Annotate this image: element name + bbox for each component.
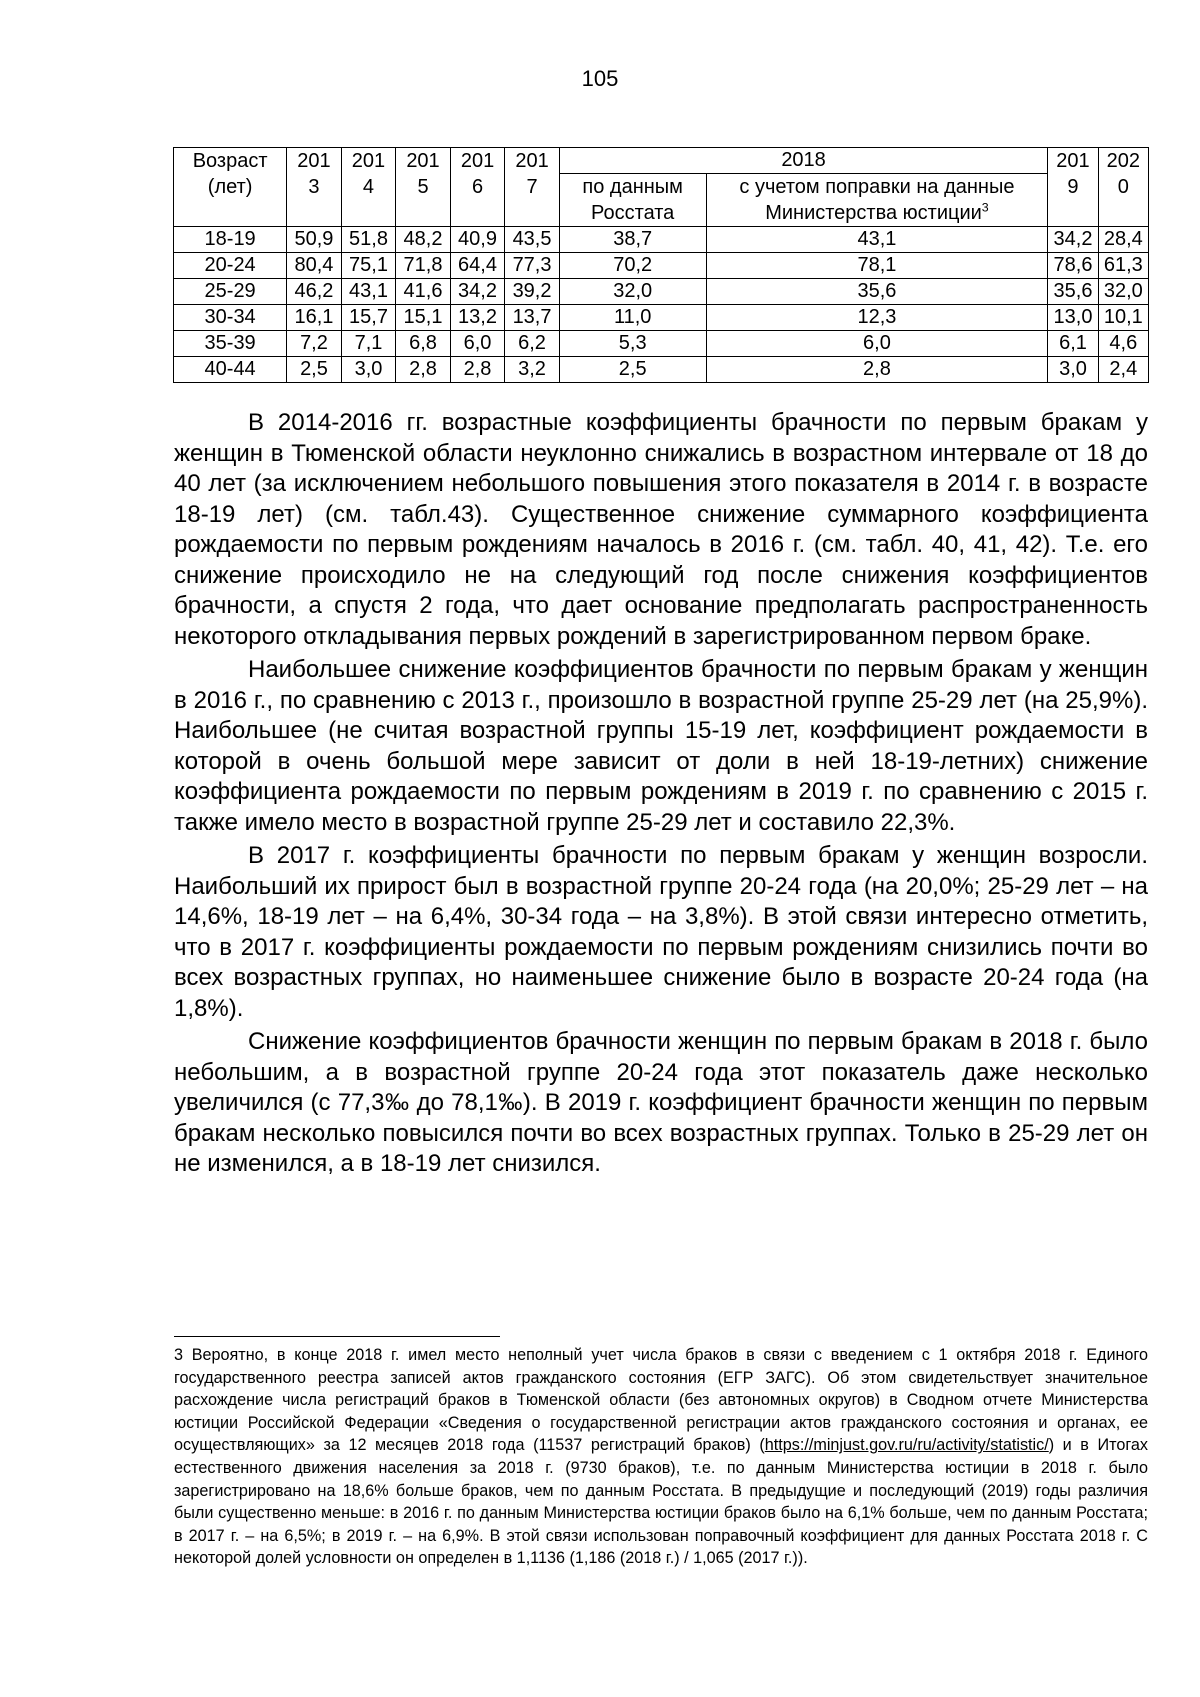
page-number: 105	[581, 66, 619, 91]
value-cell: 7,1	[341, 331, 396, 357]
age-group-cell: 35-39	[174, 331, 287, 357]
value-cell: 6,0	[706, 331, 1048, 357]
value-cell: 13,0	[1048, 305, 1098, 331]
paragraph: В 2014-2016 гг. возрастные коэффициенты брачности по первым бракам у женщин в Тюменской области неуклонно снижались в возрастном интервале от 18 до 40 лет (за исключением небольшого повышения этого показателя в 2014 г. в возрасте 18-19 лет) (см. табл.43). Существенное снижение суммарного коэффициента рождаемости по первым рождениям началось в 2016 г. (см. табл. 40, 41, 42). Т.е. его снижение происходило не на следующий год после снижения коэффициентов брачности, а спустя 2 года, что дает основание предполагать распространенность некоторого откладывания первых рождений в зарегистрированном первом браке.	[174, 409, 1148, 650]
value-cell: 46,2	[287, 279, 342, 305]
age-group-cell: 20-24	[174, 253, 287, 279]
value-cell: 35,6	[706, 279, 1048, 305]
value-cell: 77,3	[505, 253, 560, 279]
age-group-cell: 40-44	[174, 357, 287, 383]
table-row	[174, 279, 1149, 305]
value-cell: 15,1	[396, 305, 451, 331]
header-year: 201 6	[450, 148, 505, 227]
header-year: 201 7	[505, 148, 560, 227]
header-2018-adjusted-text: с учетом поправки на данные Министерства юстиции	[739, 176, 1015, 224]
value-cell: 28,4	[1098, 227, 1148, 253]
table-row	[174, 253, 1149, 279]
value-cell: 34,2	[1048, 227, 1098, 253]
value-cell: 70,2	[559, 253, 706, 279]
value-cell: 7,2	[287, 331, 342, 357]
header-age: Возраст (лет)	[174, 148, 287, 227]
value-cell: 2,4	[1098, 357, 1148, 383]
value-cell: 78,1	[706, 253, 1048, 279]
value-cell: 3,0	[1048, 357, 1098, 383]
value-cell: 32,0	[1098, 279, 1148, 305]
value-cell: 15,7	[341, 305, 396, 331]
value-cell: 51,8	[341, 227, 396, 253]
value-cell: 5,3	[559, 331, 706, 357]
value-cell: 43,5	[505, 227, 560, 253]
value-cell: 2,8	[396, 357, 451, 383]
paragraph: В 2017 г. коэффициенты брачности по первым бракам у женщин возросли. Наибольший их прирост был в возрастной группе 20-24 года (на 20,0%; 25-29 лет – на 14,6%, 18-19 лет – на 6,4%, 30-34 года – на 3,8%). В этой связи интересно отметить, что в 2017 г. коэффициенты рождаемости по первым рождениям снизились почти во всех возрастных группах, но наименьшее снижение было в возрасте 20-24 года (на 1,8%).	[174, 842, 1148, 1022]
table-row	[174, 227, 1149, 253]
value-cell: 11,0	[559, 305, 706, 331]
value-cell: 43,1	[341, 279, 396, 305]
age-group-cell: 30-34	[174, 305, 287, 331]
value-cell: 64,4	[450, 253, 505, 279]
header-2018-rosstat: по данным Росстата	[559, 174, 706, 227]
value-cell: 40,9	[450, 227, 505, 253]
value-cell: 12,3	[706, 305, 1048, 331]
age-group-cell: 18-19	[174, 227, 287, 253]
header-year: 201 4	[341, 148, 396, 227]
value-cell: 6,8	[396, 331, 451, 357]
footnote-text: 3 Вероятно, в конце 2018 г. имел место неполный учет числа браков в связи с введением с 1 октября 2018 г. Единого государственного реестра записей актов гражданского состояния (ЕГР ЗАГС). Об этом свидетельствует значительное расхождение числа регистраций браков в Тюменской области (без автономных округов) в Сводном отчете Министерства юстиции Российской Федерации «Сведения о государственной регистрации актов гражданского состояния и органах, ее осуществляющих» за 12 месяцев 2018 года (11537 регистраций браков) (	[174, 1346, 1148, 1455]
table-header-row	[174, 148, 1149, 174]
value-cell: 2,5	[287, 357, 342, 383]
value-cell: 10,1	[1098, 305, 1148, 331]
value-cell: 38,7	[559, 227, 706, 253]
value-cell: 2,5	[559, 357, 706, 383]
value-cell: 2,8	[706, 357, 1048, 383]
header-year-2018: 2018	[559, 148, 1048, 174]
value-cell: 13,7	[505, 305, 560, 331]
table-row	[174, 305, 1149, 331]
value-cell: 6,2	[505, 331, 560, 357]
table-row	[174, 331, 1149, 357]
value-cell: 4,6	[1098, 331, 1148, 357]
value-cell: 34,2	[450, 279, 505, 305]
footnote-divider	[174, 1336, 500, 1337]
footnote-link[interactable]: https://minjust.gov.ru/ru/activity/statistic/	[764, 1436, 1049, 1455]
header-year: 201 3	[287, 148, 342, 227]
value-cell: 6,0	[450, 331, 505, 357]
header-year: 202 0	[1098, 148, 1148, 227]
value-cell: 3,0	[341, 357, 396, 383]
paragraph: Наибольшее снижение коэффициентов брачности по первым бракам у женщин в 2016 г., по сравнению с 2013 г., произошло в возрастной группе 25-29 лет (на 25,9%). Наибольшее (не считая возрастной группы 15-19 лет, коэффициент рождаемости в которой в очень большой мере зависит от доли в ней 18-19-летних) снижение коэффициента рождаемости по первым рождениям в 2019 г. по сравнению с 2015 г. также имело место в возрастной группе 25-29 лет и составило 22,3%.	[174, 656, 1148, 836]
value-cell: 35,6	[1048, 279, 1098, 305]
value-cell: 16,1	[287, 305, 342, 331]
footnote	[174, 1344, 1148, 1570]
value-cell: 32,0	[559, 279, 706, 305]
table-row	[174, 357, 1149, 383]
paragraph: Снижение коэффициентов брачности женщин по первым бракам в 2018 г. было небольшим, а в возрастной группе 20-24 года этот показатель даже несколько увеличился (с 77,3‰ до 78,1‰). В 2019 г. коэффициент брачности женщин по первым бракам несколько повысился почти во всех возрастных группах. Только в 25-29 лет он не изменился, а в 18-19 лет снизился.	[174, 1028, 1148, 1177]
value-cell: 71,8	[396, 253, 451, 279]
value-cell: 61,3	[1098, 253, 1148, 279]
body-text	[174, 408, 1148, 1183]
value-cell: 50,9	[287, 227, 342, 253]
footnote-text-end: ) и в Итогах естественного движения населения за 2018 г. (9730 браков), т.е. по данным Министерства юстиции в 2018 г. было зарегистрировано на 18,6% больше браков, чем по данным Росстата. В предыдущие и последующий (2019) годы различия были существенно меньше: в 2016 г. по данным Министерства юстиции браков было на 6,1% больше, чем по данным Росстата; в 2017 г. – на 6,5%; в 2019 г. – на 6,9%. В этой связи использован поправочный коэффициент для данных Росстата 2018 г. С некоторой долей условности он определен в 1,1136 (1,186 (2018 г.) / 1,065 (2017 г.)).	[174, 1436, 1148, 1568]
value-cell: 78,6	[1048, 253, 1098, 279]
value-cell: 6,1	[1048, 331, 1098, 357]
value-cell: 39,2	[505, 279, 560, 305]
footnote-ref: 3	[981, 200, 989, 215]
header-2018-adjusted	[706, 174, 1048, 227]
header-year: 201 5	[396, 148, 451, 227]
table-body	[174, 227, 1149, 383]
marriage-rate-table	[173, 147, 1149, 383]
header-year: 201 9	[1048, 148, 1098, 227]
value-cell: 48,2	[396, 227, 451, 253]
value-cell: 80,4	[287, 253, 342, 279]
value-cell: 3,2	[505, 357, 560, 383]
value-cell: 43,1	[706, 227, 1048, 253]
value-cell: 75,1	[341, 253, 396, 279]
value-cell: 13,2	[450, 305, 505, 331]
value-cell: 2,8	[450, 357, 505, 383]
age-group-cell: 25-29	[174, 279, 287, 305]
value-cell: 41,6	[396, 279, 451, 305]
